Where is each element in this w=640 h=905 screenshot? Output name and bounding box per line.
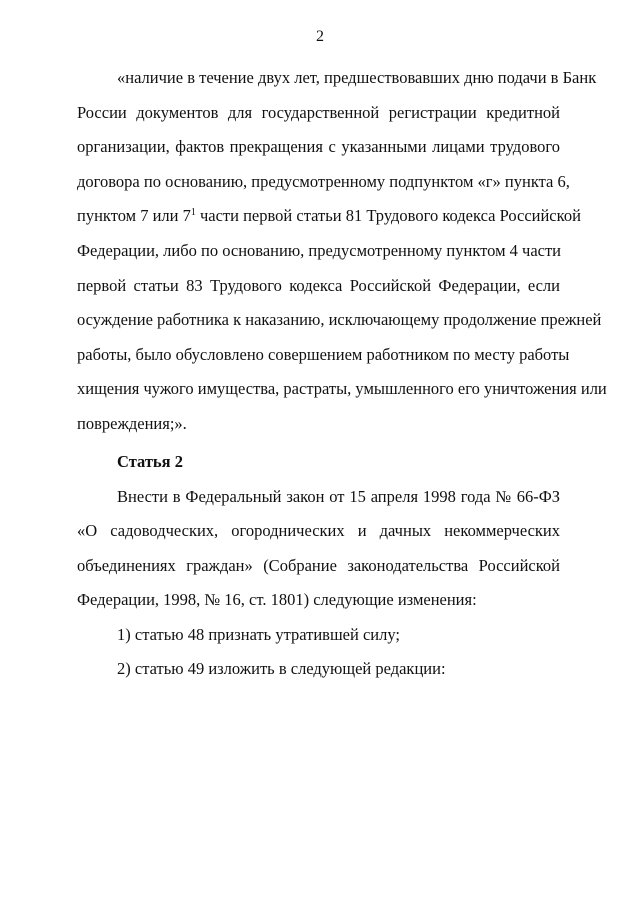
list-item: 1) статью 48 признать утратившей силу; [117, 625, 400, 644]
paragraph-line: хищения чужого имущества, растраты, умышленного его уничтожения или [77, 379, 607, 398]
paragraph-line: «наличие в течение двух лет, предшествовавших дню подачи в Банк [117, 68, 597, 87]
paragraph-line: Федерации, либо по основанию, предусмотренному пунктом 4 части [77, 241, 562, 260]
superscript: 1 [190, 207, 196, 218]
paragraph-line: «О садоводческих, огороднических и дачных некоммерческих [77, 521, 560, 540]
page-number: 2 [316, 28, 324, 45]
list-item: 2) статью 49 изложить в следующей редакции: [117, 659, 446, 678]
article-heading: Статья 2 [117, 452, 183, 471]
paragraph-line: Внести в Федеральный закон от 15 апреля 1998 года № 66-ФЗ [117, 487, 560, 506]
paragraph-line [77, 206, 581, 226]
paragraph-line: России документов для государственной регистрации кредитной [77, 103, 560, 122]
paragraph-line: организации, фактов прекращения с указанными лицами трудового [77, 137, 560, 156]
paragraph-line: первой статьи 83 Трудового кодекса Российской Федерации, если [77, 276, 560, 295]
paragraph-line: осуждение работника к наказанию, исключающему продолжение прежней [77, 310, 602, 329]
line-start: пунктом 7 или 7 [77, 206, 191, 225]
paragraph-line: работы, было обусловлено совершением работником по месту работы [77, 345, 570, 364]
paragraph-line: договора по основанию, предусмотренному подпунктом «г» пункта 6, [77, 172, 570, 191]
paragraph-line: повреждения;». [77, 414, 187, 433]
line-end: части первой статьи 81 Трудового кодекса Российской [199, 206, 581, 225]
paragraph-line: Федерации, 1998, № 16, ст. 1801) следующие изменения: [77, 590, 477, 609]
paragraph-line: объединениях граждан» (Собрание законодательства Российской [77, 556, 560, 575]
